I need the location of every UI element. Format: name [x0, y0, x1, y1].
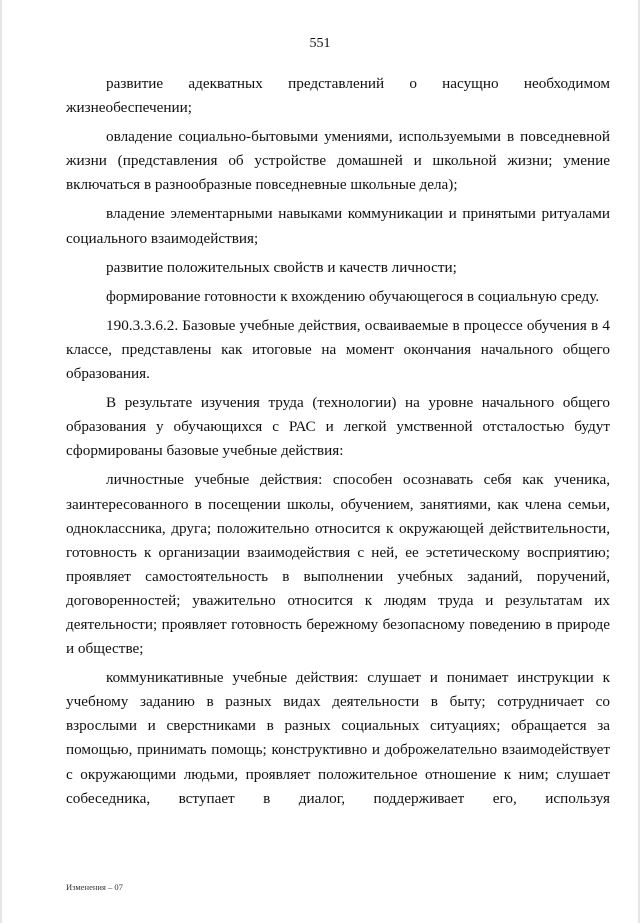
paragraph-section-190-3-3-6-2: 190.3.3.6.2. Базовые учебные действия, осваиваемые в процессе обучения в 4 классе, представлены как итоговые на момент окончания начального общего образования. — [66, 316, 610, 383]
page-body — [66, 72, 610, 816]
scan-edge-left — [0, 0, 2, 923]
paragraph-personal-qualities: развитие положительных свойств и качеств личности; — [106, 258, 457, 276]
footer-revision: Изменения – 07 — [66, 882, 123, 892]
paragraph-social-skills: овладение социально-бытовыми умениями, используемыми в повседневной жизни (представления об устройстве домашней и школьной жизни; умение включаться в разнообразные повседневные школьные дела); — [66, 128, 610, 194]
paragraph-social-readiness: формирование готовности к вхождению обучающегося в социальную среду. — [106, 287, 600, 305]
paragraph-personal-learning-actions: личностные учебные действия: способен осознавать себя как ученика, заинтересованного в посещении школы, обучением, занятиями, как члена семьи, одноклассника, друга; положительно относится к окружающей действительности, готовность к организации взаимодействия с ней, ее эстетическому восприятию; проявляет самостоятельность в выполнении учебных заданий, поручений, договоренностей; уважительно относится к людям труда и результатам их деятельности; проявляет готовность бережному безопасному поведению в природе и обществе; — [66, 471, 610, 658]
page-number: 551 — [309, 36, 331, 51]
paragraph-adequate-representations: развитие адекватных представлений о насущно необходимом жизнеобеспечении; — [66, 75, 610, 117]
paragraph-communication-skills: владение элементарными навыками коммуникации и принятыми ритуалами социального взаимодействия; — [66, 205, 610, 247]
paragraph-communicative-learning-actions: коммуникативные учебные действия: слушает и понимает инструкции к учебному заданию в разных видах деятельности в быту; сотрудничает со взрослыми и сверстниками в разных социальных ситуациях; обращается за помощью, принимать помощь; конструктивно и доброжелательно взаимодействует с окружающими людьми, проявляет положительное отношение к ним; слушает собеседника, вступает в диалог, поддерживает его, используя — [66, 669, 610, 807]
paragraph-learning-results: В результате изучения труда (технологии) на уровне начального общего образования у обучающихся с РАС и легкой умственной отсталостью будут сформированы базовые учебные действия: — [66, 394, 610, 460]
